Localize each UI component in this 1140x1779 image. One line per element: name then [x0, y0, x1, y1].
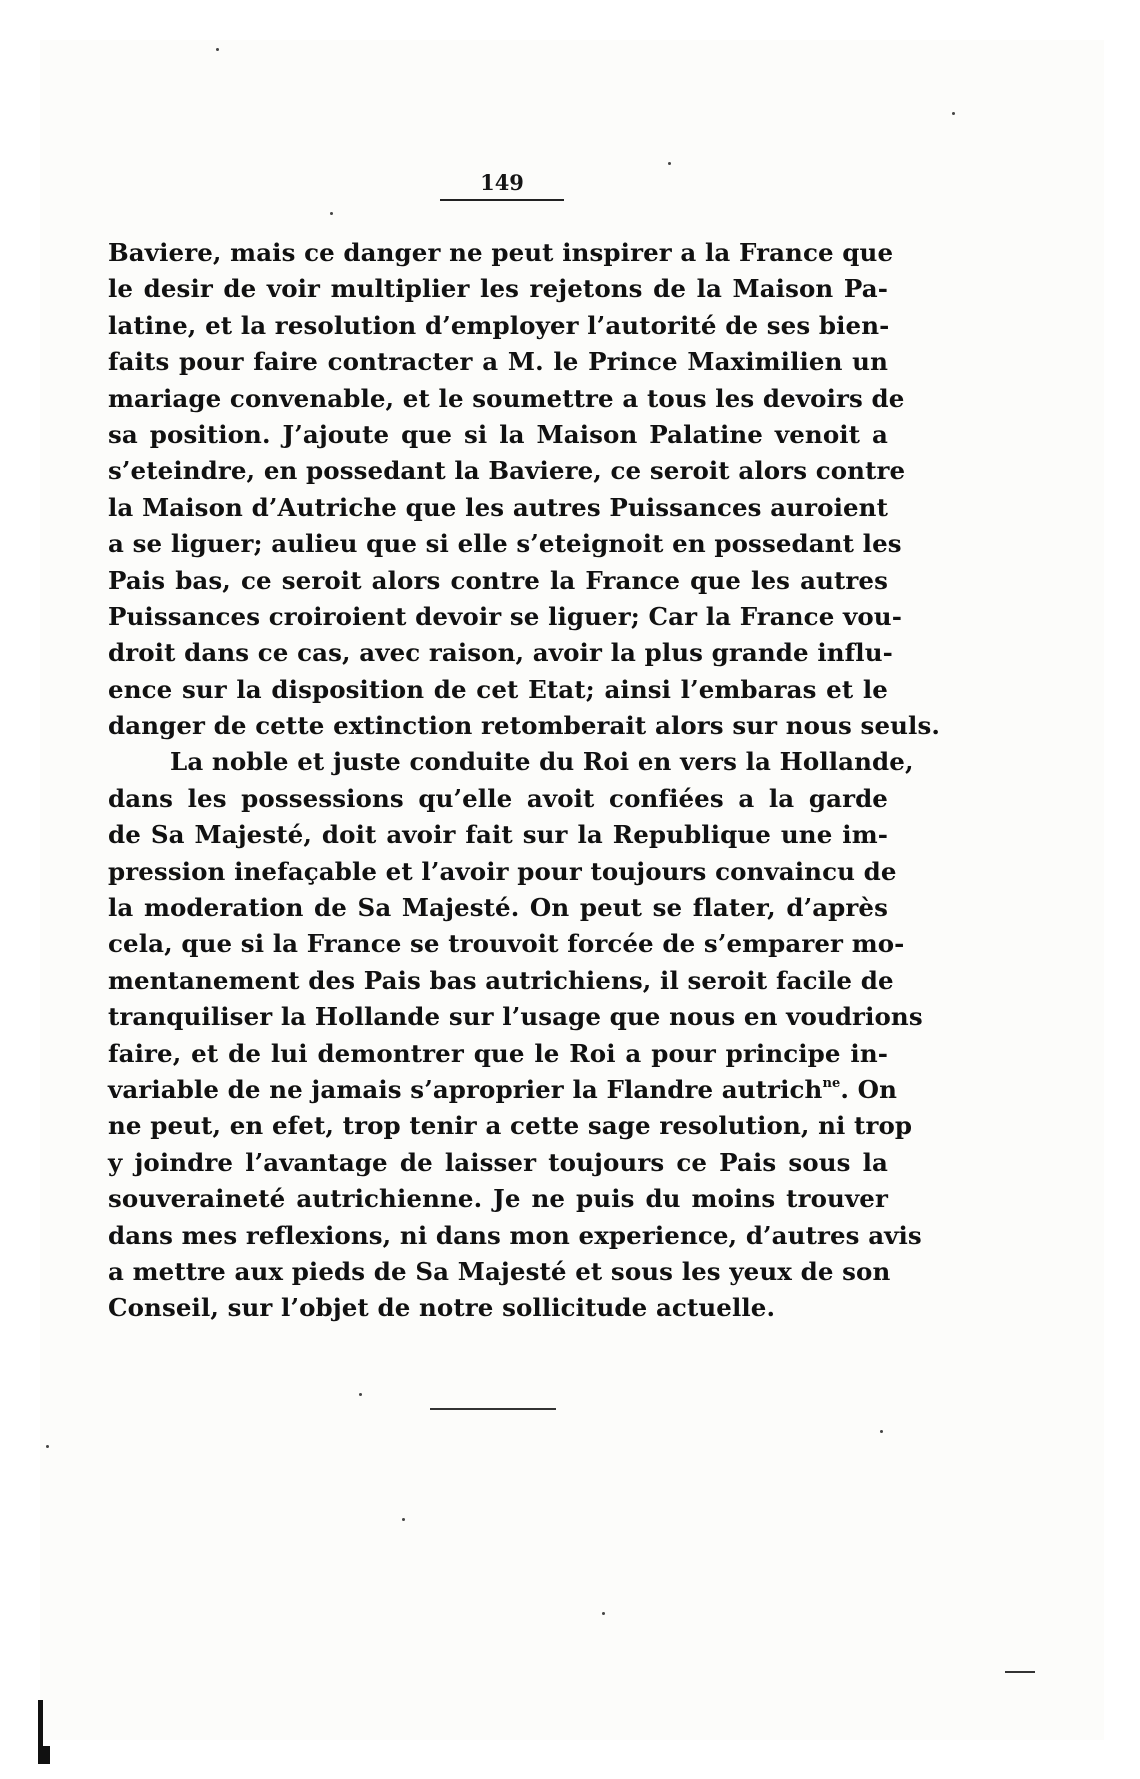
text-line: tranquiliser la Hollande sur l’usage que nous en voudrions: [108, 1002, 923, 1032]
print-speck: [216, 48, 219, 51]
text-line: mariage convenable, et le soumettre a tous les devoirs de: [108, 383, 905, 413]
text-line: souveraineté autrichienne. Je ne puis du moins trouver: [108, 1184, 888, 1214]
print-speck: [46, 1445, 49, 1448]
text-line: dans les possessions qu’elle avoit confiées a la garde: [108, 783, 888, 813]
text-line: dans mes reflexions, ni dans mon experience, d’autres avis: [108, 1220, 922, 1250]
body-text: [108, 235, 940, 1327]
text-line: droit dans ce cas, avec raison, avoir la plus grande influ-: [108, 638, 893, 668]
text-line: danger de cette extinction retomberait alors sur nous seuls.: [108, 711, 940, 741]
text-line: Baviere, mais ce danger ne peut inspirer a la France que: [108, 238, 894, 267]
text-line: y joindre l’avantage de laisser toujours ce Pais sous la: [108, 1147, 888, 1177]
text-line: latine, et la resolution d’employer l’autorité de ses bien-: [108, 310, 890, 340]
text-line: mentanement des Pais bas autrichiens, il seroit facile de: [108, 965, 894, 995]
line-tail: . On: [840, 1074, 898, 1104]
print-speck: [330, 212, 333, 215]
page-number-rule: [440, 199, 564, 201]
text-line: ence sur la disposition de cet Etat; ainsi l’embaras et le: [108, 674, 888, 704]
binding-edge-mark-foot: [38, 1746, 50, 1764]
print-speck: [359, 1393, 362, 1396]
text-line: sa position. J’ajoute que si la Maison Palatine venoit a: [108, 419, 888, 449]
text-line: faits pour faire contracter a M. le Prince Maximilien un: [108, 347, 888, 377]
text-line: la moderation de Sa Majesté. On peut se flater, d’après: [108, 893, 888, 923]
abbreviation-superscript: ne: [822, 1075, 841, 1091]
print-speck: [952, 112, 955, 115]
text-line: s’eteindre, en possedant la Baviere, ce seroit alors contre: [108, 456, 906, 486]
print-speck: [880, 1430, 883, 1433]
print-speck: [668, 162, 671, 165]
text-line: Conseil, sur l’objet de notre sollicitude actuelle.: [108, 1293, 776, 1323]
text-line: faire, et de lui demontrer que le Roi a pour principe in-: [108, 1038, 888, 1068]
text-line: ne peut, en efet, trop tenir a cette sage resolution, ni trop: [108, 1111, 913, 1141]
print-speck: [602, 1612, 605, 1615]
paragraph-first-line: La noble et juste conduite du Roi en vers la Hollande,: [170, 747, 914, 777]
line-text: variable de ne jamais s’aproprier la Flandre autrich: [108, 1074, 823, 1104]
margin-rule: [1005, 1671, 1035, 1673]
text-line: le desir de voir multiplier les rejetons de la Maison Pa-: [108, 274, 888, 304]
end-of-text-rule: [430, 1408, 556, 1410]
text-line: la Maison d’Autriche que les autres Puissances auroient: [108, 492, 888, 522]
text-line: a se liguer; aulieu que si elle s’eteignoit en possedant les: [108, 529, 902, 559]
text-line: de Sa Majesté, doit avoir fait sur la Republique une im-: [108, 820, 888, 850]
text-line: a mettre aux pieds de Sa Majesté et sous les yeux de son: [108, 1256, 891, 1286]
text-line: Puissances croiroient devoir se liguer; Car la France vou-: [108, 601, 902, 631]
text-line: Pais bas, ce seroit alors contre la France que les autres: [108, 565, 888, 595]
text-line-with-abbreviation: [108, 1072, 898, 1108]
page-number: 149: [480, 170, 524, 195]
text-line: pression inefaçable et l’avoir pour toujours convaincu de: [108, 856, 897, 886]
print-speck: [402, 1518, 405, 1521]
text-line: cela, que si la France se trouvoit forcée de s’emparer mo-: [108, 929, 905, 959]
